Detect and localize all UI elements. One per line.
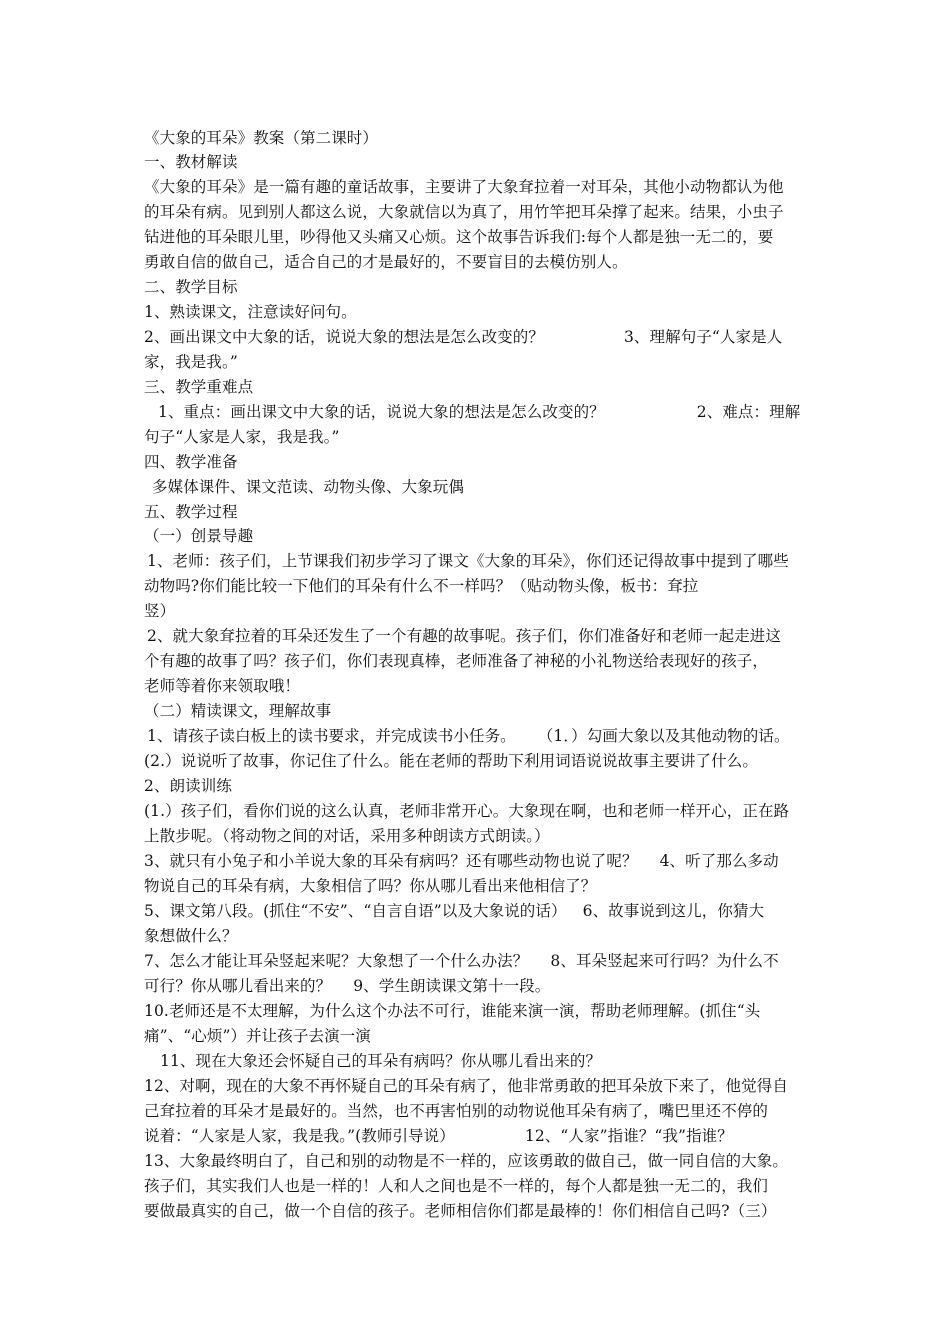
section-heading: 二、教学目标: [144, 278, 238, 296]
paragraph-line: 句子“人家是人家，我是我。”: [144, 428, 340, 446]
paragraph-line: [144, 1126, 733, 1146]
paragraph-line: 竖）: [144, 602, 176, 620]
reading-task: 1、请孩子读白板上的读书要求，并完成读书小任务。: [147, 727, 516, 745]
paragraph-line: 2、就大象耷拉着的耳朵还发生了一个有趣的故事呢。孩子们，你们准备好和老师一起走进这: [147, 627, 781, 645]
paragraph-line: (2.）说说听了故事，你记住了什么。能在老师的帮助下利用词语说说故事主要讲了什么。: [144, 752, 758, 770]
paragraph-line: 象想做什么？: [144, 927, 238, 945]
paragraph-line: 钻进他的耳朵眼儿里，吵得他又头痛又心烦。这个故事告诉我们:每个人都是独一无二的，要: [144, 228, 774, 246]
step-8: 8、耳朵竖起来可行吗？为什么不: [550, 952, 779, 970]
paragraph-line: [144, 976, 550, 996]
step-8-cont: 可行？你从哪儿看出来的？: [144, 977, 332, 995]
paragraph-line: [144, 851, 779, 871]
paragraph-line: 《大象的耳朵》是一篇有趣的童话故事，主要讲了大象耷拉着一对耳朵，其他小动物都认为他: [144, 178, 784, 196]
paragraph-line: [147, 726, 790, 746]
paragraph-line: 物说自己的耳朵有病，大象相信了吗？你从哪儿看出来他相信了？: [144, 877, 597, 895]
objective-2: 2、画出课文中大象的话，说说大象的想法是怎么改变的？: [144, 328, 544, 346]
paragraph-line: 1、熟读课文，注意读好问句。: [144, 303, 357, 321]
subsection-heading: （二）精读课文，理解故事: [144, 702, 332, 720]
step-12b: 12、“人家”指谁？“我”指谁？: [524, 1127, 733, 1145]
step-4: 4、听了那么多动: [659, 852, 779, 870]
paragraph-line: [158, 402, 800, 422]
paragraph-line: [144, 951, 779, 971]
step-6: 6、故事说到这儿，你猜大: [582, 902, 765, 920]
paragraph-line: 动物吗?你们能比较一下他们的耳朵有什么不一样吗？（贴动物头像，板书：耷拉: [144, 577, 699, 595]
paragraph-line: [144, 901, 764, 921]
section-heading: 三、教学重难点: [144, 378, 254, 396]
paragraph-line: 13、大象最终明白了，自己和别的动物是不一样的，应该勇敢的做自己，做一同自信的大象。: [144, 1152, 788, 1170]
difficult-point: 2、难点：理解: [696, 403, 801, 421]
step-3: 3、就只有小兔子和小羊说大象的耳朵有病吗？还有哪些动物也说了呢？: [144, 852, 638, 870]
paragraph-line: 上散步呢。（将动物之间的对话，采用多种朗读方式朗读。）: [144, 827, 550, 845]
step-9: 9、学生朗读课文第十一段。: [353, 977, 551, 995]
key-point: 1、重点：画出课文中大象的话，说说大象的想法是怎么改变的？: [158, 403, 605, 421]
document-title: 《大象的耳朵》教案（第二课时）: [144, 129, 379, 147]
paragraph-line: 老师等着你来领取哦！: [144, 677, 301, 695]
paragraph-line: 1、老师：孩子们，上节课我们初步学习了课文《大象的耳朵》，你们还记得故事中提到了哪些: [147, 552, 789, 570]
section-heading: 四、教学准备: [144, 453, 238, 471]
step-5: 5、课文第八段。(抓住“不安”、“自言自语”以及大象说的话）: [144, 902, 567, 920]
paragraph-line: 12、对啊，现在的大象不再怀疑自己的耳朵有病了，他非常勇敢的把耳朵放下来了，他觉得自: [144, 1077, 788, 1095]
paragraph-line: 勇敢自信的做自己，适合自己的才是最好的，不要盲目的去模仿别人。: [144, 253, 628, 271]
step-12-cont: 说着：“人家是人家，我是我。”(教师引导说）: [144, 1127, 455, 1145]
objective-3: 3、理解句子“人家是人: [623, 328, 783, 346]
paragraph-line: 10.老师还是不太理解，为什么这个办法不可行，谁能来演一演，帮助老师理解。(抓住“头: [144, 1002, 761, 1020]
paragraph-line: 痛”、“心烦”）并让孩子去演一演: [144, 1027, 371, 1045]
reading-task-1: （1．）勾画大象以及其他动物的话。: [537, 727, 790, 745]
section-heading: 一、教材解读: [144, 153, 238, 171]
step-7: 7、怎么才能让耳朵竖起来呢？大象想了一个什么办法？: [144, 952, 529, 970]
paragraph-line: 个有趣的故事了吗？孩子们，你们表现真棒，老师准备了神秘的小礼物送给表现好的孩子，: [144, 652, 769, 670]
paragraph-line: [144, 327, 782, 347]
paragraph-line: 2、朗读训练: [144, 777, 232, 795]
paragraph-line: 要做最真实的自己，做一个自信的孩子。老师相信你们都是最棒的！你们相信自己吗?（三）: [144, 1202, 777, 1220]
paragraph-line: 己耷拉着的耳朵才是最好的。当然，也不再害怕别的动物说他耳朵有病了，嘴巴里还不停的: [144, 1102, 769, 1120]
paragraph-line: 的耳朵有病。见到别人都这么说，大象就信以为真了，用竹竿把耳朵撑了起来。结果，小虫子: [144, 203, 784, 221]
paragraph-line: 多媒体课件、课文范读、动物头像、大象玩偶: [152, 478, 465, 496]
section-heading: 五、教学过程: [144, 503, 238, 521]
paragraph-line: (1.）孩子们，看你们说的这么认真，老师非常开心。大象现在啊，也和老师一样开心，正在路: [144, 802, 790, 820]
paragraph-line: 家，我是我。”: [144, 353, 238, 371]
subsection-heading: （一）创景导趣: [144, 527, 254, 545]
paragraph-line: 孩子们，其实我们人也是一样的！人和人之间也是不一样的，每个人都是独一无二的，我们: [144, 1177, 769, 1195]
paragraph-line: 11、现在大象还会怀疑自己的耳朵有病吗？你从哪儿看出来的？: [160, 1052, 602, 1070]
